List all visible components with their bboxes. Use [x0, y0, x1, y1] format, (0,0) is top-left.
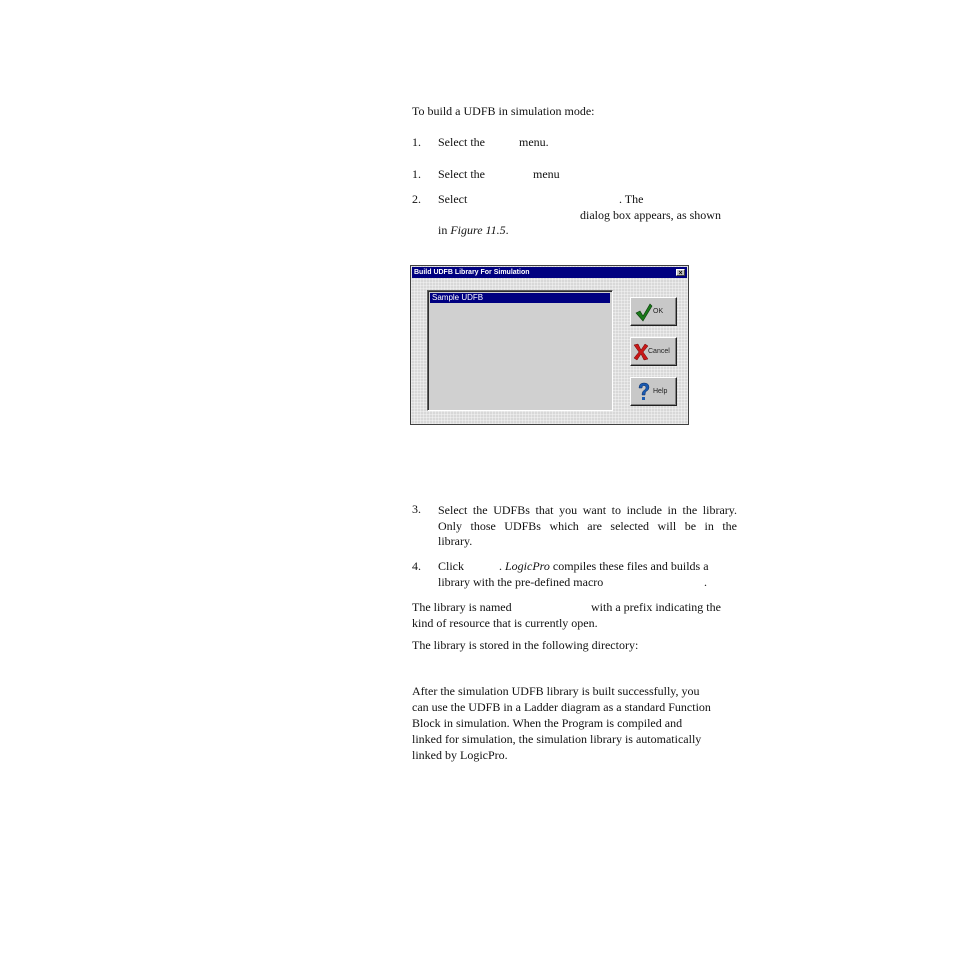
- step4-line1: . LogicPro compiles these files and builds a: [499, 559, 709, 573]
- figure-reference: Figure 11.5: [450, 223, 506, 237]
- step2-line3: in Figure 11.5.: [438, 223, 509, 237]
- closing-line: Block in simulation. When the Program is compiled and: [412, 716, 683, 730]
- build-udfb-dialog: [410, 265, 689, 425]
- step-text-post: menu.: [519, 135, 549, 149]
- dialog-title: Build UDFB Library For Simulation: [414, 269, 530, 276]
- library-stored-text: The library is stored in the following directory:: [412, 638, 639, 652]
- step4-click: Click: [438, 559, 464, 573]
- closing-line: can use the UDFB in a Ladder diagram as a standard Function: [412, 700, 711, 714]
- dialog-title-bar: [412, 267, 687, 278]
- ok-button[interactable]: [630, 297, 677, 326]
- step3-line: Only those UDFBs which are selected will be in the: [438, 519, 737, 533]
- cancel-label: Cancel: [648, 348, 670, 355]
- step-number: 3.: [412, 502, 421, 516]
- help-label: Help: [653, 388, 668, 395]
- closing-line: After the simulation UDFB library is built successfully, you: [412, 684, 700, 698]
- step4-period: .: [704, 575, 707, 589]
- step-number: 2.: [412, 192, 421, 206]
- product-name: LogicPro: [505, 559, 550, 573]
- udfb-listbox[interactable]: [427, 290, 613, 411]
- step-number: 1.: [412, 167, 421, 181]
- step4-line2: library with the pre-defined macro: [438, 575, 604, 589]
- step-text-pre: Select the: [438, 167, 485, 181]
- library-named-line2: kind of resource that is currently open.: [412, 616, 598, 630]
- list-item[interactable]: Sample UDFB: [430, 293, 610, 303]
- cancel-button[interactable]: [630, 337, 677, 366]
- closing-line: linked for simulation, the simulation library is automatically: [412, 732, 702, 746]
- step-number: 1.: [412, 135, 421, 149]
- help-button[interactable]: [630, 377, 677, 406]
- library-named-pre: The library is named: [412, 600, 512, 614]
- step2-line2: dialog box appears, as shown: [580, 208, 721, 222]
- question-mark-icon: [635, 382, 653, 402]
- step2-the: . The: [619, 192, 644, 206]
- checkmark-icon: [635, 302, 653, 322]
- closing-line: linked by LogicPro.: [412, 748, 508, 762]
- step2-select: Select: [438, 192, 468, 206]
- step-number: 4.: [412, 559, 421, 573]
- step3-line: Select the UDFBs that you want to include in the library.: [438, 503, 737, 517]
- ok-label: OK: [653, 308, 664, 315]
- step3-line: library.: [438, 534, 473, 548]
- intro-text: To build a UDFB in simulation mode:: [412, 104, 595, 118]
- step-text-post: menu: [533, 167, 560, 181]
- close-button[interactable]: ×: [676, 269, 685, 276]
- step-text-pre: Select the: [438, 135, 485, 149]
- library-named-post: with a prefix indicating the: [591, 600, 721, 614]
